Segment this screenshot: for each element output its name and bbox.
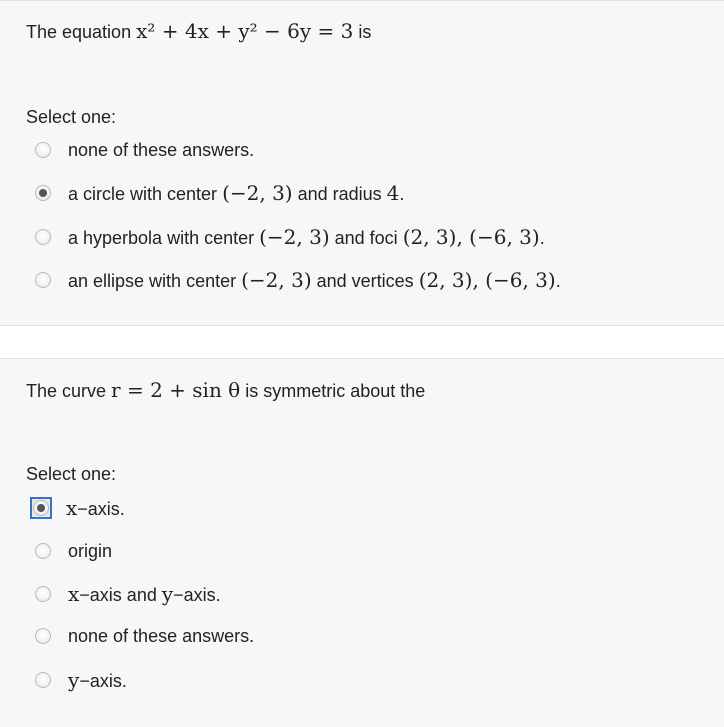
q2-option-1[interactable] <box>30 496 125 520</box>
q2-option-3-text-a: −axis and <box>79 585 162 605</box>
q2-option-3-label <box>68 582 221 606</box>
q2-option-5-label <box>68 668 127 692</box>
q1-option-3-foci: (2, 3), (−6, 3) <box>402 225 540 249</box>
q1-option-2-mid: and radius <box>292 184 387 204</box>
q1-option-2-suffix: . <box>399 184 405 204</box>
radio-button-selected[interactable] <box>33 500 49 516</box>
question-2-equation: r = 2 + sin θ <box>111 378 241 402</box>
question-1-text-suffix: is <box>353 22 372 42</box>
radio-button[interactable] <box>35 229 51 245</box>
q1-option-2-label <box>68 181 404 205</box>
q1-option-2[interactable] <box>32 181 404 205</box>
q1-option-4-vertices: (2, 3), (−6, 3) <box>418 268 556 292</box>
question-2-text <box>26 378 425 402</box>
q2-option-3-text-b: −axis. <box>173 585 221 605</box>
q2-option-1-label <box>66 496 125 520</box>
question-1 <box>0 0 724 326</box>
question-2-text-prefix: The curve <box>26 381 112 401</box>
q1-option-4-center: (−2, 3) <box>241 268 312 292</box>
q1-option-2-center: (−2, 3) <box>222 181 293 205</box>
q2-option-5-text: −axis. <box>79 671 127 691</box>
q1-option-3-center: (−2, 3) <box>259 225 330 249</box>
question-2 <box>0 358 724 727</box>
q2-option-3-var-a: x <box>68 582 80 606</box>
q1-option-2-prefix: a circle with center <box>68 184 223 204</box>
radio-button[interactable] <box>35 672 51 688</box>
radio-button[interactable] <box>35 628 51 644</box>
radio-button[interactable] <box>35 586 51 602</box>
question-2-text-suffix: is symmetric about the <box>240 381 426 401</box>
q2-option-1-var: x <box>66 496 78 520</box>
q1-option-3[interactable] <box>32 225 545 249</box>
q1-option-1-label: none of these answers. <box>68 139 255 160</box>
q2-option-2[interactable] <box>32 539 112 563</box>
radio-button[interactable] <box>35 543 51 559</box>
q1-option-4-suffix: . <box>555 271 561 291</box>
q1-option-3-suffix: . <box>539 228 545 248</box>
radio-button[interactable] <box>35 272 51 288</box>
q1-option-4[interactable] <box>32 268 561 292</box>
q1-option-4-prefix: an ellipse with center <box>68 271 242 291</box>
q2-option-3-var-b: y <box>161 582 174 606</box>
question-1-text <box>26 19 371 43</box>
question-1-text-prefix: The equation <box>26 22 137 42</box>
q1-option-3-mid: and foci <box>329 228 403 248</box>
q1-option-3-prefix: a hyperbola with center <box>68 228 260 248</box>
q1-option-4-mid: and vertices <box>311 271 419 291</box>
q2-option-4[interactable] <box>32 624 254 648</box>
q2-option-4-label: none of these answers. <box>68 625 255 646</box>
q1-option-2-radius: 4 <box>386 181 400 205</box>
q2-option-3[interactable] <box>32 582 221 606</box>
q2-option-5[interactable] <box>32 668 127 692</box>
q1-option-1[interactable] <box>32 138 254 162</box>
q1-option-4-label <box>68 268 561 292</box>
question-1-prompt: Select one: <box>26 107 117 127</box>
q2-option-1-text: −axis. <box>77 499 125 519</box>
question-1-equation: x² + 4x + y² − 6y = 3 <box>136 19 354 43</box>
q2-option-2-label: origin <box>68 540 113 561</box>
q1-option-3-label <box>68 225 545 249</box>
question-2-prompt: Select one: <box>26 464 117 484</box>
radio-button[interactable] <box>35 142 51 158</box>
q2-option-5-var: y <box>68 668 80 692</box>
focus-ring[interactable] <box>30 497 52 519</box>
radio-button-selected[interactable] <box>35 185 51 201</box>
